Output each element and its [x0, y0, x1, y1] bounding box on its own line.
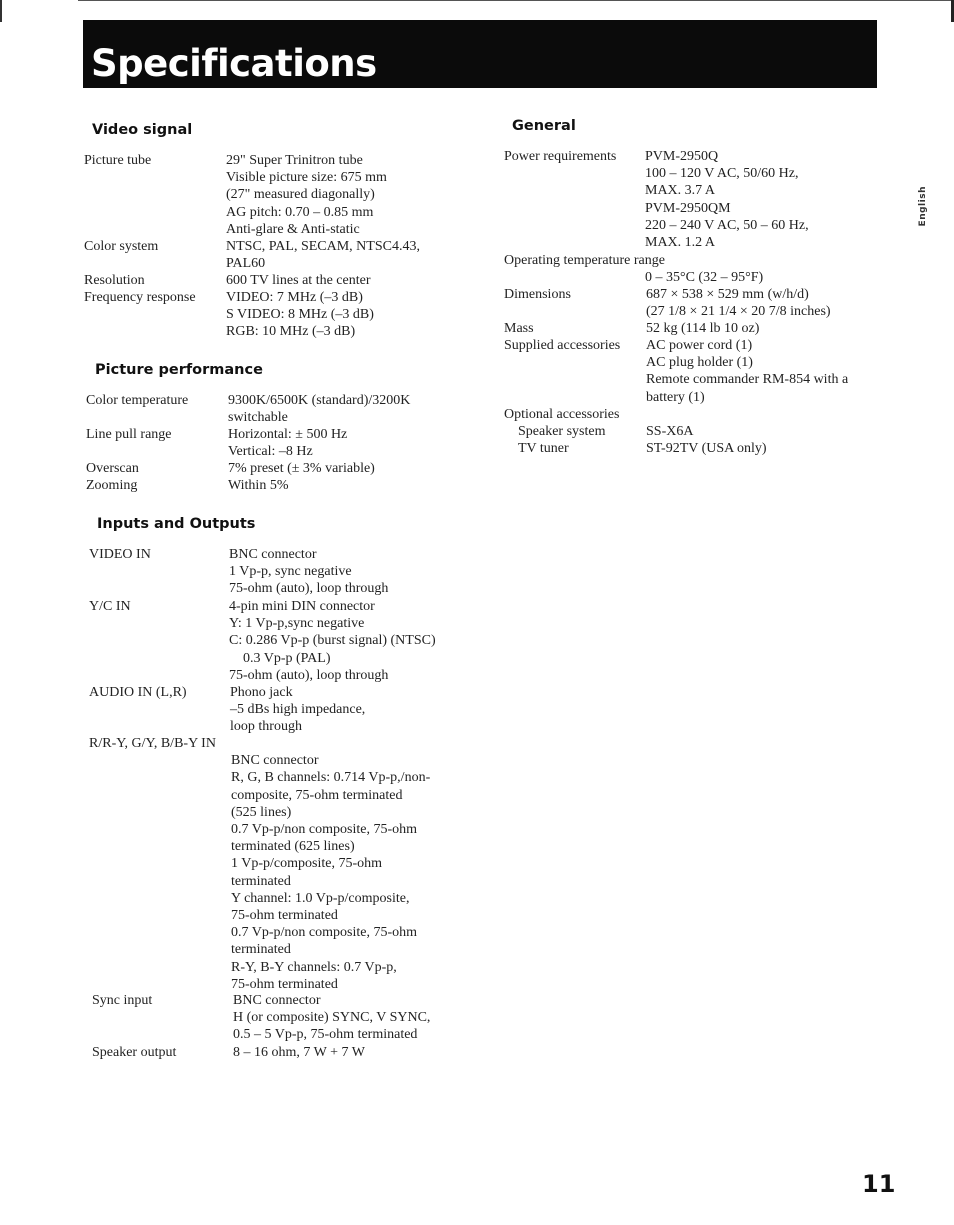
- spec-values: 9300K/6500K (standard)/3200K switchable: [228, 393, 411, 426]
- spec-values: 600 TV lines at the center: [226, 273, 371, 288]
- spec-values: BNC connector 1 Vp-p, sync negative 75-ohm (auto), loop through: [229, 547, 389, 597]
- crop-mark-left: [0, 0, 2, 22]
- spec-label: R/R-Y, G/Y, B/B-Y IN: [89, 736, 216, 751]
- spec-values: BNC connector H (or composite) SYNC, V SYNC, 0.5 – 5 Vp-p, 75-ohm terminated: [233, 993, 431, 1043]
- spec-label: Operating temperature range: [504, 253, 665, 268]
- spec-label: Sync input: [92, 993, 153, 1008]
- spec-values: Horizontal: ± 500 Hz Vertical: –8 Hz: [228, 427, 348, 460]
- spec-label: Mass: [504, 321, 534, 336]
- spec-label: Picture tube: [84, 153, 152, 168]
- general-heading: General: [512, 118, 576, 134]
- language-tab: English: [918, 186, 928, 227]
- spec-values: AC power cord (1) AC plug holder (1) Remote commander RM-854 with a battery (1): [646, 338, 849, 405]
- spec-values: 8 – 16 ohm, 7 W + 7 W: [233, 1045, 365, 1060]
- spec-values: 29" Super Trinitron tube Visible picture size: 675 mm (27" measured diagonally) AG pitch: 0.70 – 0.85 mm Anti-glare & Anti-static: [226, 153, 387, 237]
- spec-values: Within 5%: [228, 478, 289, 493]
- spec-values: ST-92TV (USA only): [646, 441, 767, 456]
- inputs-outputs-heading: Inputs and Outputs: [97, 516, 256, 532]
- spec-values: 7% preset (± 3% variable): [228, 461, 375, 476]
- spec-values: Phono jack –5 dBs high impedance, loop through: [230, 685, 366, 735]
- spec-label: VIDEO IN: [89, 547, 151, 562]
- spec-values: VIDEO: 7 MHz (–3 dB) S VIDEO: 8 MHz (–3 dB) RGB: 10 MHz (–3 dB): [226, 290, 374, 340]
- video-signal-heading: Video signal: [92, 122, 193, 138]
- spec-values: 687 × 538 × 529 mm (w/h/d) (27 1/8 × 21 1/4 × 20 7/8 inches): [646, 287, 831, 320]
- spec-values: 52 kg (114 lb 10 oz): [646, 321, 760, 336]
- page-number: 11: [862, 1170, 896, 1198]
- spec-label: Supplied accessories: [504, 338, 621, 353]
- spec-label: Zooming: [86, 478, 138, 493]
- spec-label: Y/C IN: [89, 599, 131, 614]
- spec-label: Speaker output: [92, 1045, 177, 1060]
- spec-label: Resolution: [84, 273, 145, 288]
- spec-values: SS-X6A: [646, 424, 694, 439]
- spec-label: TV tuner: [518, 441, 569, 456]
- spec-label: Line pull range: [86, 427, 172, 442]
- page-title: Specifications: [83, 20, 877, 88]
- spec-label: Frequency response: [84, 290, 196, 305]
- page-top-rule: [78, 0, 954, 1]
- spec-label: Overscan: [86, 461, 139, 476]
- spec-label: AUDIO IN (L,R): [89, 685, 187, 700]
- spec-values: 4-pin mini DIN connector Y: 1 Vp-p,sync negative C: 0.286 Vp-p (burst signal) (NTSC) 0.3 Vp-p (PAL) 75-ohm (auto), loop through: [229, 599, 436, 683]
- spec-label: Speaker system: [518, 424, 606, 439]
- spec-label: Color temperature: [86, 393, 189, 408]
- spec-values: PVM-2950Q 100 – 120 V AC, 50/60 Hz, MAX. 3.7 A PVM-2950QM 220 – 240 V AC, 50 – 60 Hz, MAX. 1.2 A: [645, 149, 809, 251]
- spec-label: Optional accessories: [504, 407, 620, 422]
- spec-label: Color system: [84, 239, 159, 254]
- spec-label: Power requirements: [504, 149, 617, 164]
- spec-values: NTSC, PAL, SECAM, NTSC4.43, PAL60: [226, 239, 420, 272]
- spec-label: Dimensions: [504, 287, 571, 302]
- spec-values: BNC connector R, G, B channels: 0.714 Vp-p,/non- composite, 75-ohm terminated (525 lines) 0.7 Vp-p/non composite, 75-ohm terminated (625 lines) 1 Vp-p/composite, 75-ohm terminated Y channel: 1.0 Vp-p/composite, 75-ohm terminated 0.7 Vp-p/non composite, 75-ohm terminated R-Y, B-Y channels: 0.7 Vp-p, 75-ohm terminated: [231, 753, 431, 992]
- spec-values: 0 – 35°C (32 – 95°F): [645, 270, 764, 286]
- picture-performance-heading: Picture performance: [95, 362, 263, 378]
